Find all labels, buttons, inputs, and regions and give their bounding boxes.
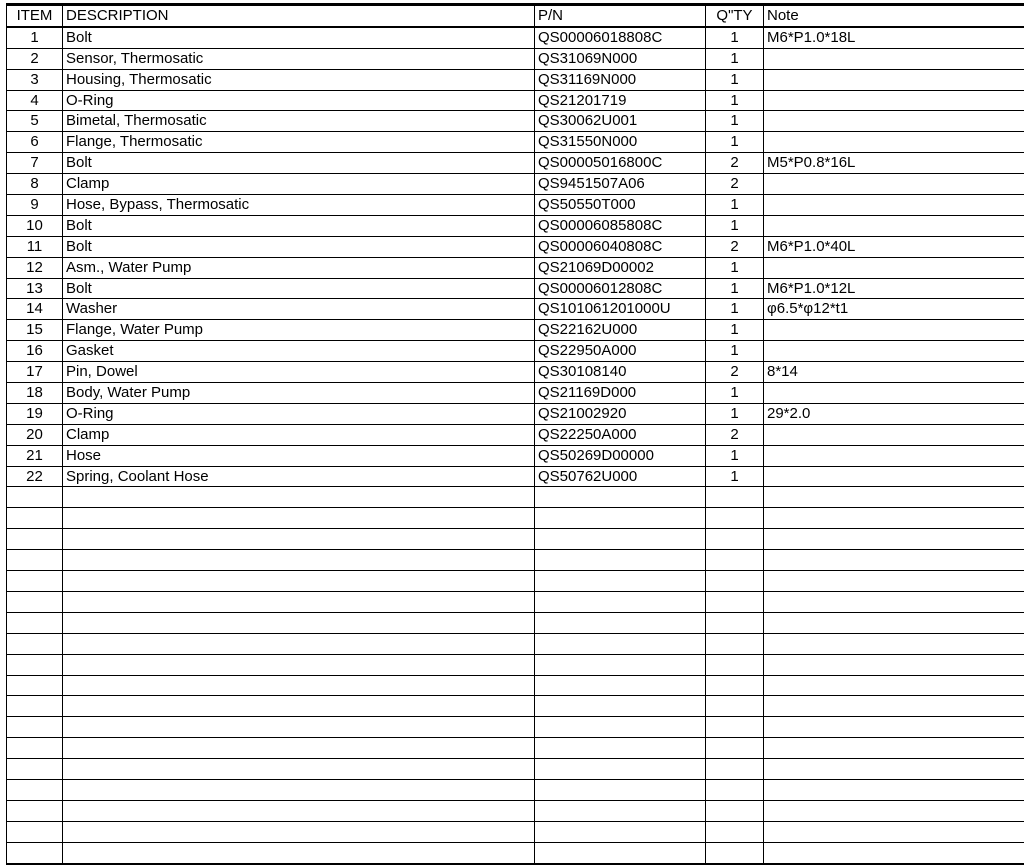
- cell-note[interactable]: [764, 675, 1024, 696]
- cell-quantity[interactable]: [706, 842, 764, 863]
- cell-description[interactable]: Clamp: [63, 174, 535, 195]
- cell-description[interactable]: [63, 550, 535, 571]
- cell-item[interactable]: [7, 591, 63, 612]
- cell-quantity[interactable]: [706, 654, 764, 675]
- cell-description[interactable]: [63, 717, 535, 738]
- cell-note[interactable]: [764, 445, 1024, 466]
- cell-note[interactable]: [764, 550, 1024, 571]
- cell-part-number[interactable]: QS50762U000: [535, 466, 706, 487]
- cell-description[interactable]: [63, 675, 535, 696]
- cell-description[interactable]: Hose, Bypass, Thermosatic: [63, 195, 535, 216]
- table-row: [7, 696, 1024, 717]
- cell-note[interactable]: [764, 466, 1024, 487]
- cell-description[interactable]: Body, Water Pump: [63, 383, 535, 404]
- cell-description[interactable]: [63, 759, 535, 780]
- cell-item[interactable]: 16: [7, 341, 63, 362]
- table-row: [7, 153, 1024, 174]
- table-row: [7, 424, 1024, 445]
- cell-quantity[interactable]: [706, 591, 764, 612]
- cell-part-number[interactable]: QS00005016800C: [535, 153, 706, 174]
- cell-description[interactable]: Gasket: [63, 341, 535, 362]
- cell-part-number[interactable]: [535, 696, 706, 717]
- table-row: [7, 466, 1024, 487]
- cell-part-number[interactable]: QS00006012808C: [535, 278, 706, 299]
- cell-note[interactable]: 29*2.0: [764, 403, 1024, 424]
- cell-quantity[interactable]: [706, 675, 764, 696]
- table-row: [7, 236, 1024, 257]
- cell-quantity[interactable]: [706, 717, 764, 738]
- cell-quantity[interactable]: [706, 821, 764, 842]
- cell-note[interactable]: [764, 717, 1024, 738]
- header-item[interactable]: ITEM: [7, 5, 63, 27]
- cell-part-number[interactable]: QS31069N000: [535, 48, 706, 69]
- cell-quantity[interactable]: 1: [706, 90, 764, 111]
- cell-description[interactable]: Bolt: [63, 236, 535, 257]
- cell-part-number[interactable]: [535, 675, 706, 696]
- header-row: [7, 5, 1024, 27]
- cell-quantity[interactable]: [706, 779, 764, 800]
- cell-note[interactable]: [764, 90, 1024, 111]
- cell-part-number[interactable]: [535, 842, 706, 863]
- cell-description[interactable]: [63, 821, 535, 842]
- cell-part-number[interactable]: QS50269D00000: [535, 445, 706, 466]
- table-row: [7, 48, 1024, 69]
- cell-part-number[interactable]: QS30062U001: [535, 111, 706, 132]
- cell-part-number[interactable]: QS31550N000: [535, 132, 706, 153]
- cell-part-number[interactable]: QS9451507A06: [535, 174, 706, 195]
- cell-note[interactable]: [764, 111, 1024, 132]
- table-row: [7, 215, 1024, 236]
- cell-item[interactable]: 5: [7, 111, 63, 132]
- table-row: [7, 320, 1024, 341]
- cell-quantity[interactable]: [706, 612, 764, 633]
- table-row: [7, 403, 1024, 424]
- cell-description[interactable]: Bimetal, Thermosatic: [63, 111, 535, 132]
- cell-item[interactable]: 17: [7, 362, 63, 383]
- cell-description[interactable]: Flange, Water Pump: [63, 320, 535, 341]
- cell-quantity[interactable]: [706, 633, 764, 654]
- cell-note[interactable]: [764, 696, 1024, 717]
- parts-list-table: [6, 3, 1024, 865]
- cell-item[interactable]: [7, 571, 63, 592]
- cell-description[interactable]: [63, 633, 535, 654]
- cell-item[interactable]: 11: [7, 236, 63, 257]
- cell-item[interactable]: [7, 759, 63, 780]
- cell-quantity[interactable]: 1: [706, 215, 764, 236]
- cell-quantity[interactable]: 1: [706, 48, 764, 69]
- cell-item[interactable]: 13: [7, 278, 63, 299]
- cell-item[interactable]: [7, 654, 63, 675]
- cell-description[interactable]: [63, 508, 535, 529]
- table-row: [7, 550, 1024, 571]
- cell-note[interactable]: M6*P1.0*12L: [764, 278, 1024, 299]
- cell-part-number[interactable]: [535, 759, 706, 780]
- cell-item[interactable]: 6: [7, 132, 63, 153]
- cell-description[interactable]: [63, 591, 535, 612]
- table-row: [7, 717, 1024, 738]
- header-description[interactable]: DESCRIPTION: [63, 5, 535, 27]
- cell-description[interactable]: Sensor, Thermosatic: [63, 48, 535, 69]
- cell-quantity[interactable]: [706, 550, 764, 571]
- cell-item[interactable]: [7, 779, 63, 800]
- cell-note[interactable]: [764, 487, 1024, 508]
- cell-description[interactable]: Bolt: [63, 278, 535, 299]
- cell-item[interactable]: 14: [7, 299, 63, 320]
- cell-item[interactable]: 15: [7, 320, 63, 341]
- table-row: [7, 821, 1024, 842]
- table-row: [7, 571, 1024, 592]
- cell-quantity[interactable]: 1: [706, 69, 764, 90]
- table-row: [7, 90, 1024, 111]
- cell-note[interactable]: [764, 132, 1024, 153]
- cell-item[interactable]: 4: [7, 90, 63, 111]
- table-row: [7, 591, 1024, 612]
- cell-part-number[interactable]: [535, 529, 706, 550]
- cell-quantity[interactable]: 1: [706, 445, 764, 466]
- header-quantity[interactable]: Q"TY: [706, 5, 764, 27]
- cell-part-number[interactable]: [535, 591, 706, 612]
- cell-item[interactable]: [7, 800, 63, 821]
- cell-note[interactable]: [764, 842, 1024, 863]
- cell-item[interactable]: 7: [7, 153, 63, 174]
- cell-part-number[interactable]: QS22250A000: [535, 424, 706, 445]
- cell-quantity[interactable]: [706, 508, 764, 529]
- cell-note[interactable]: M6*P1.0*40L: [764, 236, 1024, 257]
- cell-description[interactable]: [63, 800, 535, 821]
- cell-note[interactable]: M6*P1.0*18L: [764, 27, 1024, 48]
- cell-item[interactable]: [7, 738, 63, 759]
- cell-item[interactable]: 21: [7, 445, 63, 466]
- cell-part-number[interactable]: QS22950A000: [535, 341, 706, 362]
- cell-item[interactable]: 2: [7, 48, 63, 69]
- cell-note[interactable]: [764, 48, 1024, 69]
- cell-description[interactable]: [63, 779, 535, 800]
- cell-item[interactable]: [7, 529, 63, 550]
- cell-note[interactable]: [764, 654, 1024, 675]
- cell-description[interactable]: [63, 487, 535, 508]
- cell-description[interactable]: Pin, Dowel: [63, 362, 535, 383]
- cell-description[interactable]: O-Ring: [63, 403, 535, 424]
- cell-quantity[interactable]: 2: [706, 362, 764, 383]
- cell-note[interactable]: [764, 821, 1024, 842]
- header-part-number[interactable]: P/N: [535, 5, 706, 27]
- cell-description[interactable]: Bolt: [63, 215, 535, 236]
- cell-item[interactable]: 19: [7, 403, 63, 424]
- table-row: [7, 508, 1024, 529]
- cell-quantity[interactable]: 2: [706, 174, 764, 195]
- cell-quantity[interactable]: 1: [706, 299, 764, 320]
- cell-part-number[interactable]: QS101061201000U: [535, 299, 706, 320]
- cell-part-number[interactable]: [535, 612, 706, 633]
- cell-item[interactable]: [7, 717, 63, 738]
- cell-note[interactable]: [764, 591, 1024, 612]
- cell-description[interactable]: Housing, Thermosatic: [63, 69, 535, 90]
- cell-part-number[interactable]: QS22162U000: [535, 320, 706, 341]
- cell-quantity[interactable]: 1: [706, 257, 764, 278]
- table-row: [7, 800, 1024, 821]
- cell-part-number[interactable]: [535, 550, 706, 571]
- cell-note[interactable]: [764, 633, 1024, 654]
- table-row: [7, 779, 1024, 800]
- cell-description[interactable]: [63, 654, 535, 675]
- cell-quantity[interactable]: 1: [706, 403, 764, 424]
- cell-note[interactable]: [764, 215, 1024, 236]
- cell-part-number[interactable]: QS21002920: [535, 403, 706, 424]
- table-row: [7, 257, 1024, 278]
- cell-note[interactable]: [764, 341, 1024, 362]
- cell-quantity[interactable]: 2: [706, 424, 764, 445]
- cell-part-number[interactable]: [535, 571, 706, 592]
- cell-note[interactable]: M5*P0.8*16L: [764, 153, 1024, 174]
- table-row: [7, 529, 1024, 550]
- table-row: [7, 675, 1024, 696]
- cell-part-number[interactable]: QS21169D000: [535, 383, 706, 404]
- cell-part-number[interactable]: [535, 738, 706, 759]
- cell-item[interactable]: 20: [7, 424, 63, 445]
- table-row: [7, 362, 1024, 383]
- cell-part-number[interactable]: [535, 487, 706, 508]
- cell-item[interactable]: [7, 612, 63, 633]
- cell-part-number[interactable]: QS21201719: [535, 90, 706, 111]
- cell-part-number[interactable]: QS30108140: [535, 362, 706, 383]
- cell-quantity[interactable]: [706, 738, 764, 759]
- cell-description[interactable]: Hose: [63, 445, 535, 466]
- cell-description[interactable]: [63, 612, 535, 633]
- cell-quantity[interactable]: 1: [706, 383, 764, 404]
- cell-item[interactable]: 12: [7, 257, 63, 278]
- table-row: [7, 299, 1024, 320]
- table-row: [7, 738, 1024, 759]
- cell-note[interactable]: [764, 759, 1024, 780]
- cell-quantity[interactable]: 1: [706, 195, 764, 216]
- cell-note[interactable]: [764, 174, 1024, 195]
- table-row: [7, 132, 1024, 153]
- cell-item[interactable]: 22: [7, 466, 63, 487]
- cell-note[interactable]: [764, 779, 1024, 800]
- cell-quantity[interactable]: 1: [706, 341, 764, 362]
- cell-note[interactable]: [764, 195, 1024, 216]
- table-row: [7, 195, 1024, 216]
- table-row: [7, 445, 1024, 466]
- cell-quantity[interactable]: 2: [706, 153, 764, 174]
- cell-item[interactable]: [7, 550, 63, 571]
- cell-quantity[interactable]: [706, 759, 764, 780]
- cell-quantity[interactable]: 2: [706, 236, 764, 257]
- cell-note[interactable]: [764, 508, 1024, 529]
- cell-part-number[interactable]: [535, 633, 706, 654]
- cell-part-number[interactable]: [535, 717, 706, 738]
- cell-quantity[interactable]: [706, 696, 764, 717]
- cell-description[interactable]: [63, 571, 535, 592]
- cell-description[interactable]: Asm., Water Pump: [63, 257, 535, 278]
- cell-note[interactable]: [764, 69, 1024, 90]
- cell-quantity[interactable]: 1: [706, 466, 764, 487]
- cell-note[interactable]: φ6.5*φ12*t1: [764, 299, 1024, 320]
- cell-quantity[interactable]: [706, 571, 764, 592]
- cell-part-number[interactable]: QS31169N000: [535, 69, 706, 90]
- cell-note[interactable]: [764, 320, 1024, 341]
- cell-note[interactable]: [764, 571, 1024, 592]
- table-row: [7, 842, 1024, 863]
- cell-item[interactable]: 10: [7, 215, 63, 236]
- cell-part-number[interactable]: [535, 800, 706, 821]
- cell-item[interactable]: [7, 821, 63, 842]
- cell-description[interactable]: Washer: [63, 299, 535, 320]
- cell-note[interactable]: [764, 529, 1024, 550]
- cell-quantity[interactable]: 1: [706, 132, 764, 153]
- cell-quantity[interactable]: 1: [706, 278, 764, 299]
- table-row: [7, 383, 1024, 404]
- cell-quantity[interactable]: 1: [706, 320, 764, 341]
- cell-part-number[interactable]: QS00006040808C: [535, 236, 706, 257]
- table-row: [7, 278, 1024, 299]
- cell-item[interactable]: 8: [7, 174, 63, 195]
- table-row: [7, 111, 1024, 132]
- cell-note[interactable]: [764, 738, 1024, 759]
- header-note[interactable]: Note: [764, 5, 1024, 27]
- cell-part-number[interactable]: [535, 508, 706, 529]
- cell-note[interactable]: [764, 612, 1024, 633]
- table-row: [7, 654, 1024, 675]
- cell-quantity[interactable]: 1: [706, 27, 764, 48]
- cell-part-number[interactable]: QS50550T000: [535, 195, 706, 216]
- cell-part-number[interactable]: [535, 821, 706, 842]
- table-row: [7, 633, 1024, 654]
- cell-item[interactable]: 18: [7, 383, 63, 404]
- cell-note[interactable]: 8*14: [764, 362, 1024, 383]
- table-row: [7, 69, 1024, 90]
- cell-item[interactable]: 3: [7, 69, 63, 90]
- cell-quantity[interactable]: 1: [706, 111, 764, 132]
- table-row: [7, 174, 1024, 195]
- cell-item[interactable]: [7, 487, 63, 508]
- table-row: [7, 27, 1024, 48]
- cell-item[interactable]: [7, 633, 63, 654]
- cell-description[interactable]: O-Ring: [63, 90, 535, 111]
- cell-description[interactable]: Spring, Coolant Hose: [63, 466, 535, 487]
- table-row: [7, 759, 1024, 780]
- cell-quantity[interactable]: [706, 487, 764, 508]
- cell-note[interactable]: [764, 800, 1024, 821]
- cell-note[interactable]: [764, 424, 1024, 445]
- cell-description[interactable]: [63, 696, 535, 717]
- cell-quantity[interactable]: [706, 800, 764, 821]
- cell-description[interactable]: Flange, Thermosatic: [63, 132, 535, 153]
- cell-note[interactable]: [764, 383, 1024, 404]
- cell-part-number[interactable]: QS21069D00002: [535, 257, 706, 278]
- cell-item[interactable]: [7, 842, 63, 863]
- table-row: [7, 612, 1024, 633]
- cell-quantity[interactable]: [706, 529, 764, 550]
- cell-description[interactable]: [63, 738, 535, 759]
- table-row: [7, 487, 1024, 508]
- cell-item[interactable]: 9: [7, 195, 63, 216]
- cell-part-number[interactable]: [535, 654, 706, 675]
- cell-description[interactable]: Bolt: [63, 27, 535, 48]
- cell-description[interactable]: [63, 529, 535, 550]
- table-row: [7, 341, 1024, 362]
- cell-item[interactable]: [7, 508, 63, 529]
- cell-item[interactable]: [7, 675, 63, 696]
- cell-description[interactable]: [63, 842, 535, 863]
- cell-part-number[interactable]: QS00006018808C: [535, 27, 706, 48]
- cell-part-number[interactable]: QS00006085808C: [535, 215, 706, 236]
- cell-item[interactable]: [7, 696, 63, 717]
- cell-description[interactable]: Bolt: [63, 153, 535, 174]
- cell-note[interactable]: [764, 257, 1024, 278]
- cell-part-number[interactable]: [535, 779, 706, 800]
- cell-item[interactable]: 1: [7, 27, 63, 48]
- cell-description[interactable]: Clamp: [63, 424, 535, 445]
